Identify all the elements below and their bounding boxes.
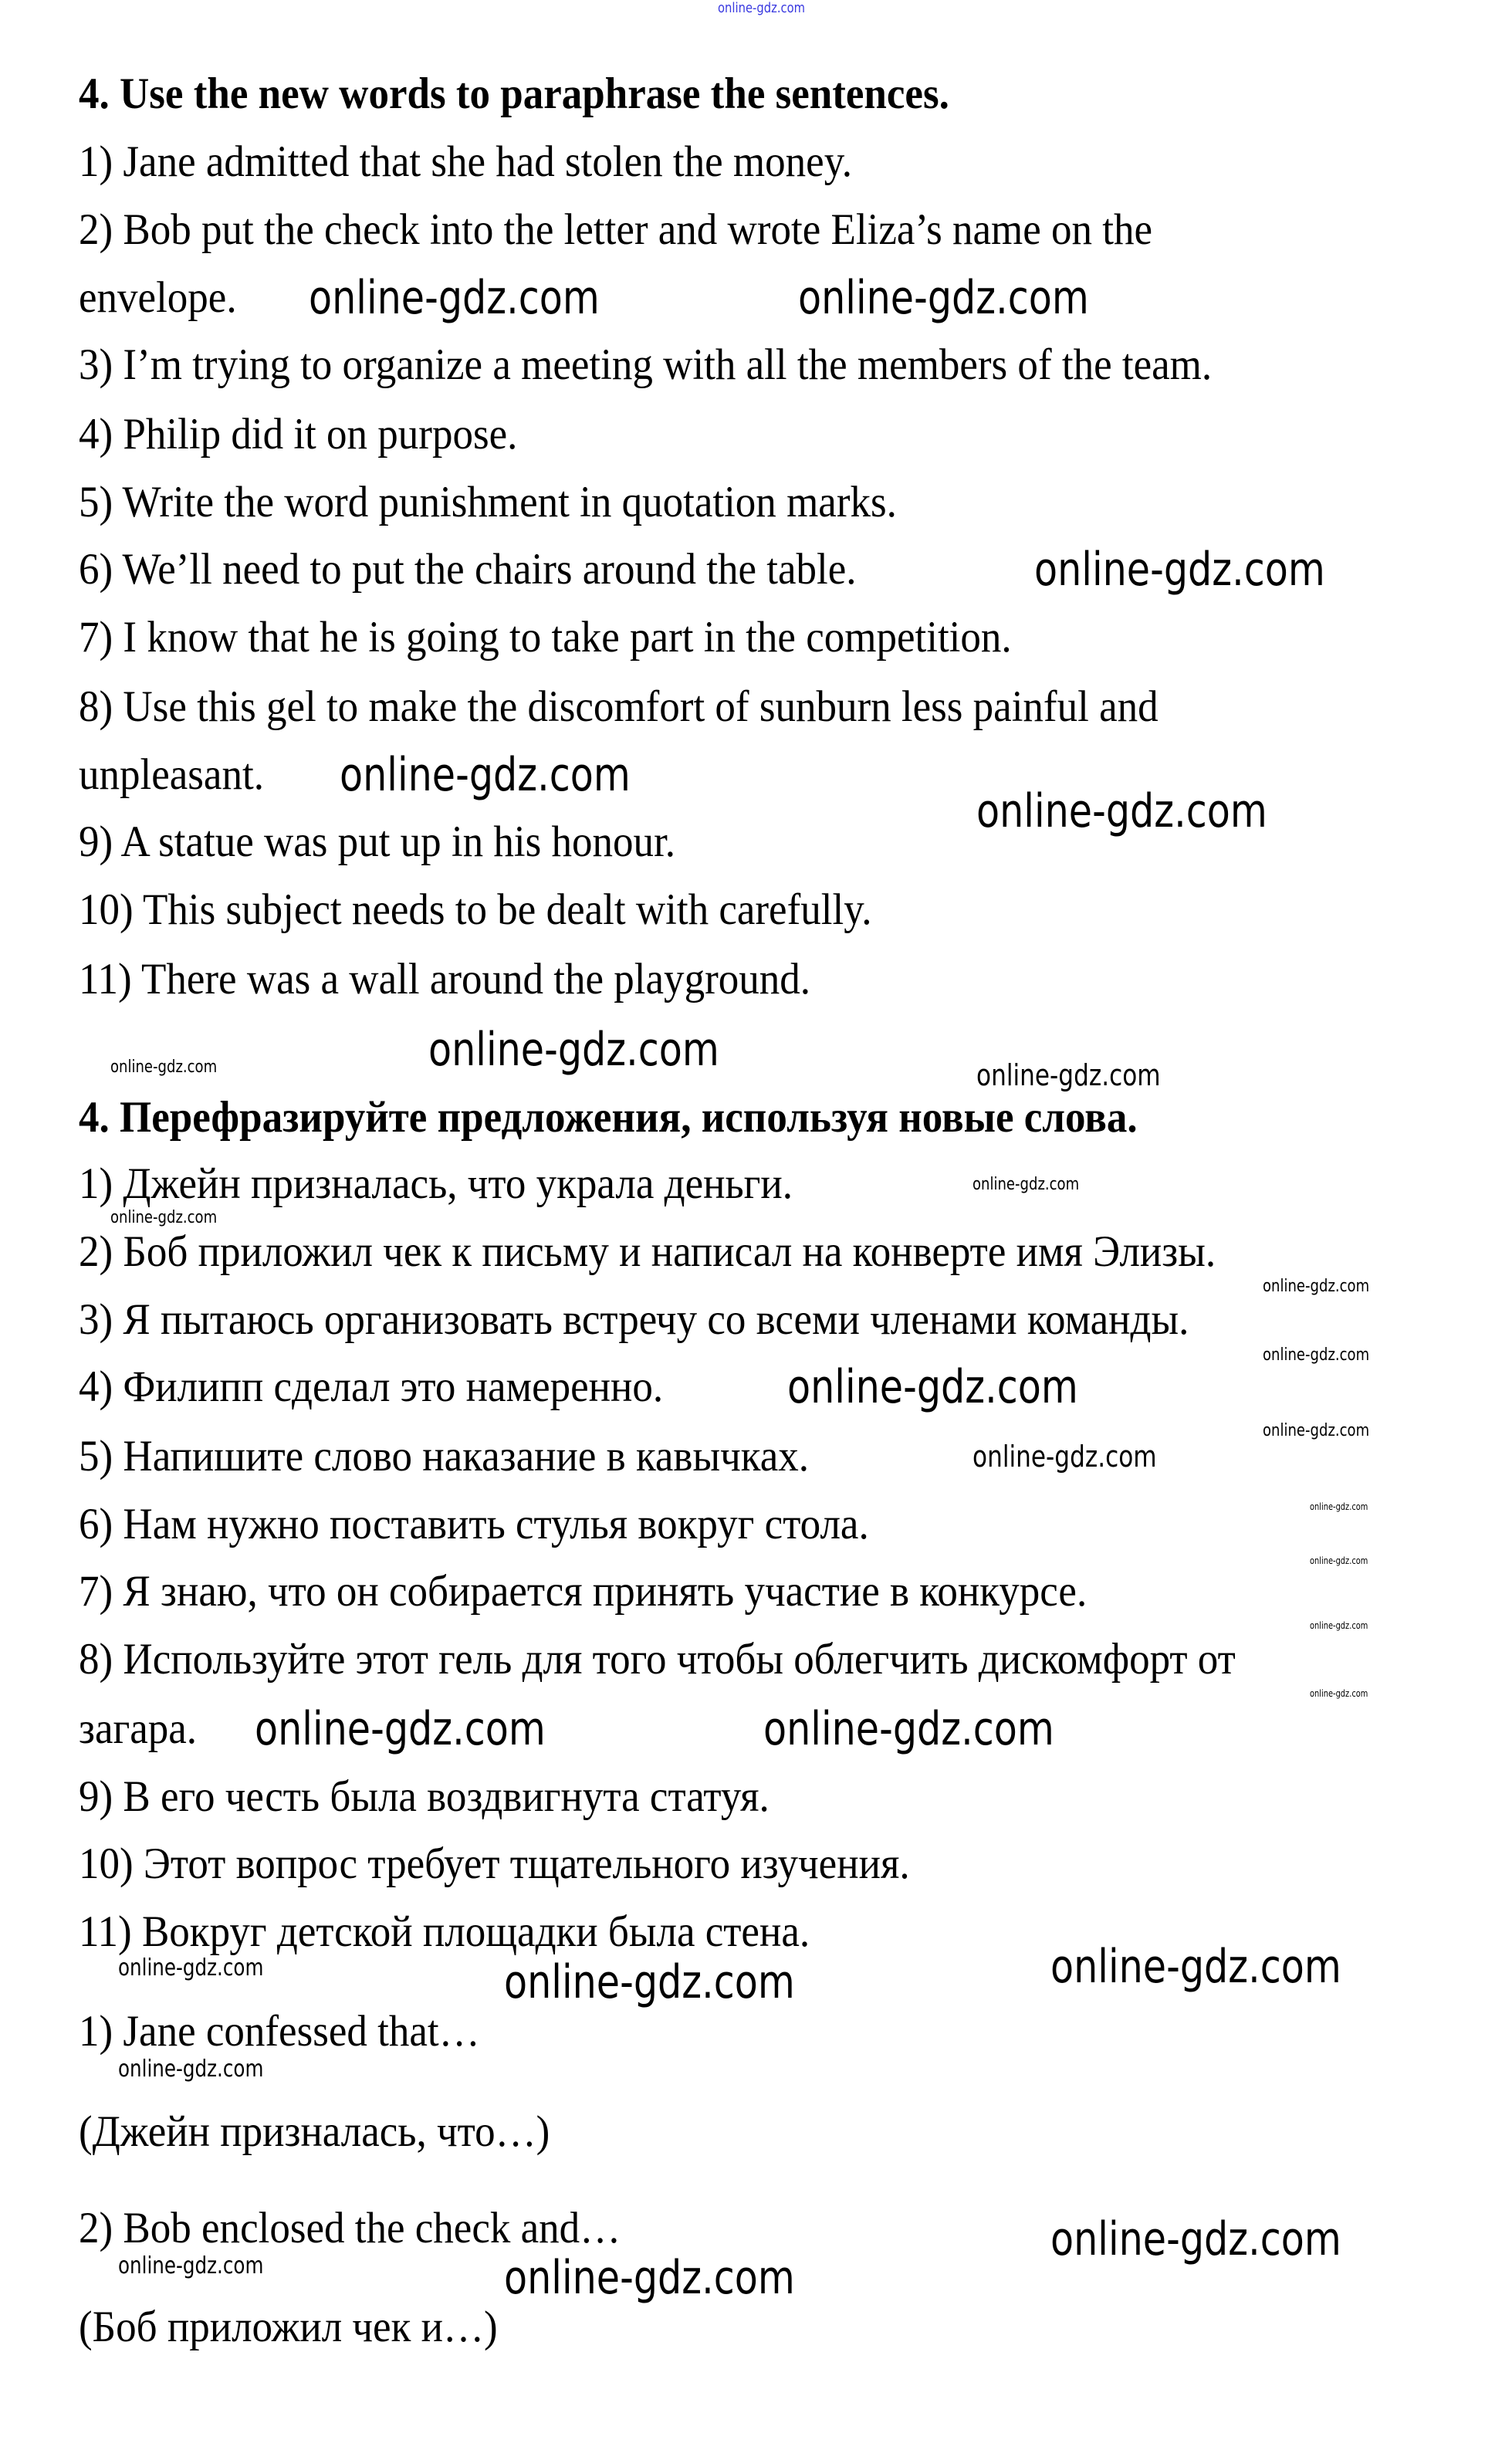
watermark: online-gdz.com <box>1310 1501 1368 1512</box>
sentence-en: 5) Write the word punishment in quotation marks. <box>79 478 897 526</box>
answer-line: 1) Jane confessed that… <box>79 2007 480 2056</box>
watermark: online-gdz.com <box>1310 1688 1368 1699</box>
sentence-ru: 8) Используйте этот гель для того чтобы облегчить дискомфорт от <box>79 1635 1236 1684</box>
watermark: online-gdz.com <box>118 1954 264 1981</box>
watermark: online-gdz.com <box>972 1440 1157 1474</box>
sentence-ru: 2) Боб приложил чек к письму и написал на конверте имя Элизы. <box>79 1227 1216 1276</box>
answer-line: 2) Bob enclosed the check and… <box>79 2204 621 2252</box>
watermark: online-gdz.com <box>504 2251 795 2305</box>
watermark: online-gdz.com <box>340 748 631 802</box>
watermark: online-gdz.com <box>1263 1421 1370 1440</box>
sentence-en: 8) Use this gel to make the discomfort of sunburn less painful and <box>79 682 1159 731</box>
watermark: online-gdz.com <box>1050 2212 1341 2266</box>
watermark: online-gdz.com <box>118 2056 264 2083</box>
watermark: online-gdz.com <box>798 271 1089 325</box>
sentence-en: 10) This subject needs to be dealt with carefully. <box>79 885 872 934</box>
sentence-en: 4) Philip did it on purpose. <box>79 410 518 459</box>
sentence-en: unpleasant. <box>79 750 264 799</box>
sentence-en: 7) I know that he is going to take part in the competition. <box>79 613 1012 662</box>
sentence-ru: 1) Джейн призналась, что украла деньги. <box>79 1159 793 1208</box>
sentence-en: 11) There was a wall around the playground. <box>79 955 811 1003</box>
sentence-ru: 9) В его честь была воздвигнута статуя. <box>79 1772 770 1821</box>
watermark: online-gdz.com <box>976 784 1267 838</box>
watermark: online-gdz.com <box>1310 1620 1368 1631</box>
watermark: online-gdz.com <box>972 1175 1080 1194</box>
watermark: online-gdz.com <box>1263 1277 1370 1296</box>
watermark: online-gdz.com <box>1310 1555 1368 1566</box>
watermark: online-gdz.com <box>1050 1940 1341 1994</box>
answer-translation: (Боб приложил чек и…) <box>79 2303 498 2351</box>
watermark: online-gdz.com <box>428 1023 719 1077</box>
watermark: online-gdz.com <box>504 1955 795 2009</box>
watermark: online-gdz.com <box>110 1208 218 1227</box>
sentence-ru: 7) Я знаю, что он собирается принять участие в конкурсе. <box>79 1567 1087 1616</box>
watermark: online-gdz.com <box>255 1702 546 1756</box>
sentence-ru: 4) Филипп сделал это намеренно. <box>79 1362 664 1411</box>
watermark: online-gdz.com <box>763 1702 1054 1756</box>
top-watermark: online-gdz.com <box>718 0 806 16</box>
sentence-en: 3) I’m trying to organize a meeting with all the members of the team. <box>79 340 1213 389</box>
sentence-ru: 11) Вокруг детской площадки была стена. <box>79 1907 810 1956</box>
watermark: online-gdz.com <box>787 1360 1078 1414</box>
sentence-en: 1) Jane admitted that she had stolen the money. <box>79 137 853 186</box>
exercise-title-ru: 4. Перефразируйте предложения, используя новые слова. <box>79 1093 1138 1142</box>
watermark: online-gdz.com <box>309 271 600 325</box>
watermark: online-gdz.com <box>110 1058 218 1077</box>
sentence-ru: загара. <box>79 1704 198 1753</box>
sentence-ru: 3) Я пытаюсь организовать встречу со всеми членами команды. <box>79 1295 1189 1344</box>
watermark: online-gdz.com <box>1263 1345 1370 1365</box>
sentence-en: 2) Bob put the check into the letter and wrote Eliza’s name on the <box>79 205 1153 254</box>
sentence-ru: 10) Этот вопрос требует тщательного изучения. <box>79 1839 910 1888</box>
sentence-en: 6) We’ll need to put the chairs around the table. <box>79 545 857 594</box>
watermark: online-gdz.com <box>1034 543 1325 597</box>
watermark: online-gdz.com <box>118 2252 264 2279</box>
sentence-ru: 6) Нам нужно поставить стулья вокруг стола. <box>79 1500 869 1548</box>
watermark: online-gdz.com <box>976 1058 1161 1092</box>
sentence-en: envelope. <box>79 273 237 322</box>
exercise-title-en: 4. Use the new words to paraphrase the sentences. <box>79 69 949 118</box>
sentence-ru: 5) Напишите слово наказание в кавычках. <box>79 1432 809 1481</box>
answer-translation: (Джейн призналась, что…) <box>79 2107 550 2156</box>
sentence-en: 9) A statue was put up in his honour. <box>79 817 676 866</box>
